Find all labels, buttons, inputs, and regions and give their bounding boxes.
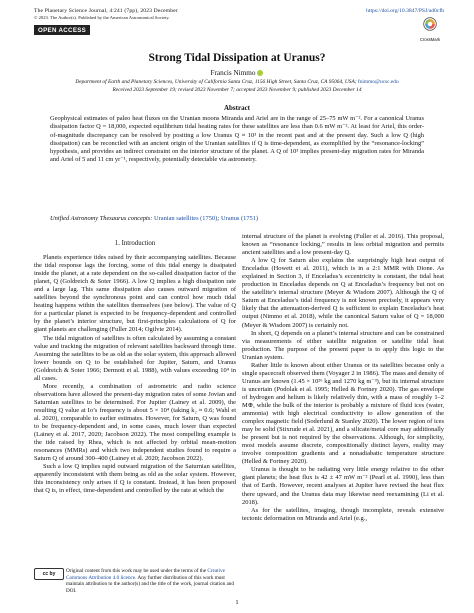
crossmark-button[interactable] [418,17,442,42]
cc-by-license-icon[interactable]: cc by [34,568,64,580]
body-paragraph: Rather little is known about either Uranus or its satellites because only a single spacecraft observed them (Voyager 2 in 1986). The mass and density of Uranus are known (1.45 × 10²⁶ kg and 1270 kg m⁻³), but its internal structure is uncertain (Podolak et al. 1995; Helled & Fortney 2020). The gas envelope of hydrogen and helium is likely relatively thin, with a mass of roughly 1–2 M⊕, while the bulk of the interior is probably a mixture of fluid ices (water, ammonia) with high electrical conductivity to allow generation of the complex magnetic field (Soderlund & Stanley 2020). The lower region of ices may be solid (Stixrude et al. 2021), and a silicate/metal core may additionally be present but is not required by the observations. Although, for simplicity, most models assume discrete, compositionally distinct layers, reality may involve composition gradients and a nonadiabatic temperature structure (Helled & Fortney 2020). [242,361,444,466]
keyword-link-uranus[interactable]: Uranus (1751) [220,215,259,222]
license-text-after: Any further distribution of this work must maintain attribution to the author(s) and the title of the work, journal citation and DOI. [66,574,234,594]
affiliation-text: Department of Earth and Planetary Sciences, University of California Santa Cruz, 1156 High Street, Santa Cruz, CA 95064, USA; [75,79,357,85]
body-paragraph: internal structure of the planet is evolving (Fuller et al. 2016). This proposal, known as “resonance locking,” results in less orbital migration and permits ancient satellites and a low present-day Q. [242,233,444,257]
affiliation [30,79,444,86]
body-paragraph: As for the satellites, imaging, though incomplete, reveals extensive tectonic deformation on Miranda and Ariel (e.g., [242,506,444,522]
journal-header [34,8,444,42]
license-text-before: Original content from this work may be used under the terms of the [66,568,207,574]
crossmark-label: CrossMark [419,37,441,42]
body-paragraph: Uranus is thought to be radiating very little energy relative to the other giant planets; the heat flux is 42 ± 47 mW m⁻² (Pearl et al. 1990), less than that of Earth. However, recent analyses at Jupiter have revised the heat flux there upward, and the Uranus data may likewise need reexamining (Li et al. 2018). [242,466,444,506]
journal-citation: The Planetary Science Journal, 4:241 (7pp), 2023 December [34,8,178,14]
license-link[interactable]: Creative Commons Attribution 4.0 licence. [66,568,225,581]
body-paragraph: The tidal migration of satellites is often calculated by assuming a constant value and tracking the migration of relevant satellites backward through time. Assuming the satellites to be as old as the solar system, this approach allowed lower bounds on Q to be established for Jupiter, Saturn, and Uranus (Goldreich & Soter 1966; Dermott et al. 1988), with values exceeding 10⁴ in all cases. [34,334,236,382]
body-paragraph: Such a low Q implies rapid outward migration of the Saturnian satellites, apparently inconsistent with them being as old as the solar system. However, this inconsistency only arises if Q is constant. Instead, it has been proposed that Q is, in effect, time-dependent and controlled by the rate at which the [34,463,236,495]
abstract-text: Geophysical estimates of paleo heat fluxes on the Uranian moons Miranda and Ariel are in the range of 25–75 mW m⁻². For a canonical Uranus dissipation factor Q = 18,000, expected equilibrium tidal heating rates for these satellites are less than 0.6 mW m⁻². At least for Ariel, this order-of-magnitude discrepancy can be resolved by positing a low Uranus Q ≈ 10³ in the recent past and at the present day. Such a low Q (high dissipation) can be reconciled with an ancient origin of the Uranian satellites if Q is time-dependent, as exemplified by the “resonance-locking” hypothesis, and provides an indirect constraint on the interior structure of the planet. A Q of 10³ implies present-day migration rates for Miranda and Ariel of 5 and 11 cm yr⁻¹, respectively, potentially detectable via astrometry. [50,115,424,164]
keywords-label: Unified Astronomy Thesaurus concepts: [50,215,153,222]
page-number: 1 [235,599,239,606]
body-paragraph: Planets experience tides raised by their accompanying satellites. Because the tidal response lags the forcing, some of this tidal energy is dissipated inside the planet, at a rate dependent on the so-called dissipation factor of the planet, Q (Goldreich & Soter 1966). A low Q implies a high dissipation rate and a large lag. This same dissipation also causes outward migration of satellites beyond the synchronous point and can control how much tidal heating happens within the satellites themselves (see below). The value of Q for a particular planet is expected to be frequency-dependent and controlled by the planet’s interior structure, but first-principles calculations of Q for giant planets are challenging (Fuller 2014; Ogilvie 2014). [34,254,236,334]
body-column-left [34,238,236,495]
copyright-line: © 2023. The Author(s). Published by the American Astronomical Society. [34,15,170,20]
license-text [66,568,236,594]
body-paragraph: More recently, a combination of astrometric and radio science observations have allowed the present-day migration rates of some Jovian and Saturnian satellites to be determined. For Jupiter (Lainey et al. 2009), the resulting Q value at Io’s frequency is about 5 × 10⁴ (taking k₂ ≈ 0.6; Wahl et al. 2020), comparable to earlier estimates. However, for Saturn, Q was found to be frequency-dependent and, in some cases, much lower than expected (Lainey et al. 2017, 2020; Jacobson 2022). The most compelling example is the tide raised by Rhea, which is not affected by orbital mean-motion resonances (MMRs) and which two independent studies found to require a Saturn Q of around 300–400 (Lainey et al. 2020; Jacobson 2022). [34,382,236,463]
keyword-link-uranian-satellites[interactable]: Uranian satellites (1750) [154,215,218,222]
open-access-badge: OPEN ACCESS [34,25,90,35]
author-email-link[interactable]: fnimmo@ucsc.edu [357,79,399,85]
keywords-line: Unified Astronomy Thesaurus concepts: Uranian satellites (1750); Uranus (1751) [50,215,259,222]
publication-dates: Received 2023 September 19; revised 2023 November 7; accepted 2023 November 9; published 2023 December 14 [112,87,362,93]
author-line [0,69,474,77]
orcid-icon[interactable] [257,70,263,76]
license-footer [34,568,236,594]
article-title: Strong Tidal Dissipation at Uranus? [148,52,326,64]
crossmark-icon [423,17,437,31]
abstract-heading: Abstract [223,104,251,112]
body-paragraph: In short, Q depends on a planet’s internal structure and can be constrained via measurements of either satellite migration or satellite tidal heat production. The purpose of the present paper is to apply this logic to the Uranian system. [242,329,444,361]
section-heading-introduction: 1. Introduction [114,240,156,247]
doi-link[interactable]: https://doi.org/10.3847/PSJ/ad0cfb [366,8,444,14]
body-column-right [242,233,444,523]
author-name: Francis Nimmo [210,69,256,77]
body-paragraph: A low Q for Saturn also explains the surprisingly high heat output of Enceladus (Howett et al. 2011), which is in a 2:1 MMR with Dione. As explained in Section 3, if Enceladus’s eccentricity is constant, the tidal heat production in Enceladus depends on Q at Enceladus’s frequency but not on the satellite’s internal structure (Meyer & Wisdom 2007). Although the Q of Saturn at Enceladus’s tidal frequency is not known precisely, it appears very likely that the attenuation-derived Q is sufficient to explain Enceladus’s heat output (Nimmo et al. 2018), while the canonical Saturn value of Q = 18,000 (Meyer & Wisdom 2007) is certainly not. [242,257,444,329]
